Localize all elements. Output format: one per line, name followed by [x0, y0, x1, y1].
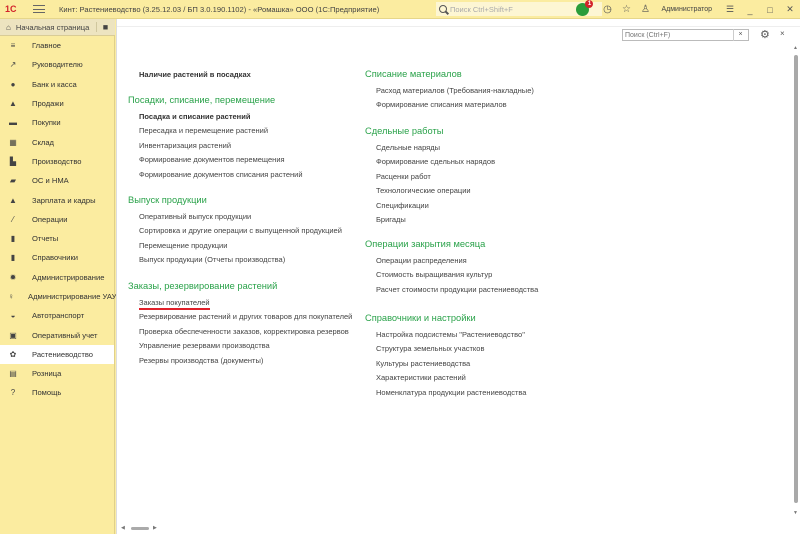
sidebar-item-12[interactable] [0, 268, 114, 287]
close-window-button[interactable]: ✕ [786, 4, 794, 14]
sidebar-item-label: Покупки [32, 118, 61, 128]
scroll-right-arrow[interactable]: ▶ [153, 525, 157, 531]
nav-link[interactable]: Формирование документов списания растений [139, 169, 303, 179]
nav-link[interactable]: Формирование сдельных нарядов [376, 157, 496, 167]
maximize-button[interactable]: □ [767, 4, 773, 15]
sidebar-item-label: Операции [32, 214, 68, 224]
nav-link[interactable]: Технологические операции [376, 186, 471, 196]
vertical-scrollbar[interactable] [792, 43, 800, 525]
home-tab-label: Начальная страница [15, 22, 90, 32]
nav-link[interactable]: Проверка обеспеченности заказов, корректировка резервов [139, 326, 349, 336]
plant-icon: ✿ [9, 349, 17, 359]
section-title: Сдельные работы [365, 126, 444, 136]
nav-link[interactable]: Структура земельных участков [376, 344, 485, 354]
discussions-icon[interactable]: ■ [96, 22, 114, 32]
sidebar-item-13[interactable] [0, 287, 117, 306]
horizontal-scrollbar[interactable] [117, 524, 800, 533]
hamburger-menu-icon[interactable] [33, 5, 45, 13]
section-title: Посадки, списание, перемещение [128, 95, 276, 105]
title-bar [0, 0, 800, 19]
sidebar-item-label: Розница [32, 369, 62, 379]
users-icon[interactable]: ♙ [641, 4, 650, 15]
menu-icon: ≡ [10, 41, 16, 51]
vertical-scroll-thumb[interactable] [794, 55, 798, 503]
nav-link[interactable]: Стоимость выращивания культур [376, 270, 493, 280]
sidebar-item-18[interactable] [0, 383, 114, 402]
home-icon: ⌂ [6, 22, 11, 32]
nav-link[interactable]: Перемещение продукции [139, 240, 228, 250]
sidebar-item-11[interactable] [0, 248, 114, 267]
trend-icon: ↗ [9, 60, 17, 70]
nav-link[interactable]: Номенклатура продукции растениеводства [376, 387, 527, 397]
section-title: Операции закрытия месяца [365, 239, 486, 249]
sidebar-item-17[interactable] [0, 364, 114, 383]
sidebar-item-3[interactable] [0, 94, 114, 113]
scroll-up-arrow[interactable]: ▲ [793, 45, 798, 51]
sections-sidebar [0, 36, 115, 534]
sidebar-item-label: Главное [32, 41, 62, 51]
sidebar-item-15[interactable] [0, 325, 114, 344]
sidebar-item-16[interactable] [0, 345, 114, 364]
sidebar-item-8[interactable] [0, 190, 114, 209]
sidebar-item-label: Администрирование [32, 272, 105, 282]
question-icon: ? [10, 388, 16, 398]
sidebar-item-9[interactable] [0, 210, 114, 229]
nav-link[interactable]: Инвентаризация растений [139, 140, 232, 150]
nav-link[interactable]: Выпуск продукции (Отчеты производства) [139, 255, 286, 265]
coin-icon: ● [10, 79, 16, 89]
nav-link[interactable]: Резервирование растений и других товаров для покупателей [139, 312, 353, 322]
sidebar-item-0[interactable] [0, 36, 114, 55]
sidebar-item-label: Растениеводство [32, 349, 93, 359]
sidebar-item-label: Помощь [32, 388, 62, 398]
nav-link[interactable]: Формирование списания материалов [376, 100, 507, 110]
nav-link[interactable]: Культуры растениеводства [376, 358, 471, 368]
section-title: Выпуск продукции [128, 195, 207, 205]
notifications-button[interactable] [576, 1, 592, 16]
favorites-star-icon[interactable]: ☆ [622, 4, 631, 15]
minimize-button[interactable]: _ [747, 4, 753, 15]
nav-link[interactable]: Оперативный выпуск продукции [139, 212, 252, 221]
horizontal-scroll-thumb[interactable] [131, 527, 149, 530]
sidebar-item-5[interactable] [0, 132, 114, 151]
nav-link[interactable]: Расценки работ [376, 171, 431, 181]
nav-link[interactable]: Резервы производства (документы) [139, 355, 264, 365]
scroll-down-arrow[interactable]: ▼ [793, 510, 798, 516]
close-panel-button[interactable]: × [780, 29, 785, 38]
current-user[interactable]: Администратор [661, 6, 712, 13]
panel-search-input[interactable] [623, 32, 733, 39]
books-icon: ▮ [10, 253, 16, 263]
warehouse-icon: ▦ [9, 137, 17, 147]
sidebar-item-label: Руководителю [32, 60, 83, 70]
sidebar-item-label: Продажи [32, 99, 64, 109]
sidebar-item-label: Склад [32, 137, 54, 147]
notification-badge: 1 [585, 0, 593, 8]
section-title: Списание материалов [365, 69, 462, 79]
truck-icon: ▰ [9, 176, 17, 186]
nav-link[interactable]: Формирование документов перемещения [139, 155, 285, 165]
nav-link[interactable]: Расчет стоимости продукции растениеводства [376, 284, 539, 294]
sidebar-item-label: Администрирование УАУ [28, 292, 117, 301]
history-icon[interactable]: ◷ [603, 4, 612, 15]
sidebar-item-1[interactable] [0, 55, 114, 74]
sidebar-item-6[interactable] [0, 152, 114, 171]
sidebar-item-4[interactable] [0, 113, 114, 132]
nav-link[interactable]: Настройка подсистемы "Растениеводство" [376, 330, 525, 339]
nav-link[interactable]: Управление резервами производства [139, 341, 270, 351]
sidebar-item-7[interactable] [0, 171, 114, 190]
sidebar-item-label: Зарплата и кадры [32, 195, 96, 205]
search-icon [439, 5, 447, 13]
sidebar-item-label: Справочники [32, 253, 79, 263]
bar-chart-icon: ▮ [10, 234, 16, 244]
tab-bar [0, 19, 115, 36]
sidebar-item-label: ОС и НМА [32, 176, 69, 186]
nav-link[interactable]: Пересадка и перемещение растений [139, 126, 269, 136]
sidebar-item-14[interactable] [0, 306, 114, 325]
gear-icon[interactable]: ⚙ [760, 29, 770, 41]
1c-logo: 1С [5, 4, 17, 14]
nav-link[interactable]: Характеристики растений [376, 373, 466, 383]
calculator-icon: ▤ [9, 369, 17, 379]
settings-menu-icon[interactable]: ☰ [725, 4, 735, 14]
clear-search-button[interactable]: × [733, 29, 747, 41]
nav-link[interactable]: Операции распределения [376, 256, 467, 265]
nav-link-plant-availability[interactable]: Наличие растений в посадках [139, 70, 251, 79]
sidebar-item-label: Отчеты [32, 234, 59, 244]
sidebar-item-label: Производство [32, 156, 82, 166]
sidebar-item-10[interactable] [0, 229, 114, 248]
sidebar-item-label: Оперативный учет [32, 330, 98, 340]
nav-link[interactable]: Бригады [376, 215, 406, 224]
sidebar-item-label: Автотранспорт [32, 311, 85, 321]
factory-icon: ▙ [9, 156, 17, 166]
scroll-left-arrow[interactable]: ◀ [121, 525, 125, 531]
board-icon: ▣ [9, 330, 17, 340]
panel-search[interactable] [622, 29, 749, 41]
bag-icon: ▲ [9, 99, 17, 109]
sidebar-item-2[interactable] [0, 75, 114, 94]
nav-link[interactable]: Заказы покупателей [139, 298, 210, 310]
global-search-placeholder: Поиск Ctrl+Shift+F [450, 4, 513, 14]
main-panel [116, 19, 800, 534]
nav-link[interactable]: Спецификации [376, 200, 429, 210]
cart-icon: ▬ [9, 118, 17, 128]
dt-kt-icon: ⁄ [12, 214, 14, 224]
gear-icon: ✹ [9, 272, 17, 282]
nav-link[interactable]: Сдельные наряды [376, 143, 441, 152]
person-icon: ▲ [9, 195, 17, 205]
nav-link[interactable]: Расход материалов (Требования-накладные) [376, 86, 534, 95]
nav-link[interactable]: Сортировка и другие операции с выпущенной продукцией [139, 226, 342, 236]
sidebar-item-label: Банк и касса [32, 79, 77, 89]
lightbulb-icon: ♀ [8, 292, 14, 301]
window-title: Кинт: Растениеводство (3.25.12.03 / БП 3.0.190.1102) - «Ромашка» ООО (1С:Предприятие) [59, 4, 380, 14]
car-icon: ◒ [10, 311, 16, 321]
nav-link[interactable]: Посадка и списание растений [139, 112, 251, 121]
section-title: Справочники и настройки [365, 313, 476, 323]
panel-header [117, 19, 800, 27]
home-tab[interactable] [0, 19, 96, 36]
section-title: Заказы, резервирование растений [128, 281, 278, 291]
